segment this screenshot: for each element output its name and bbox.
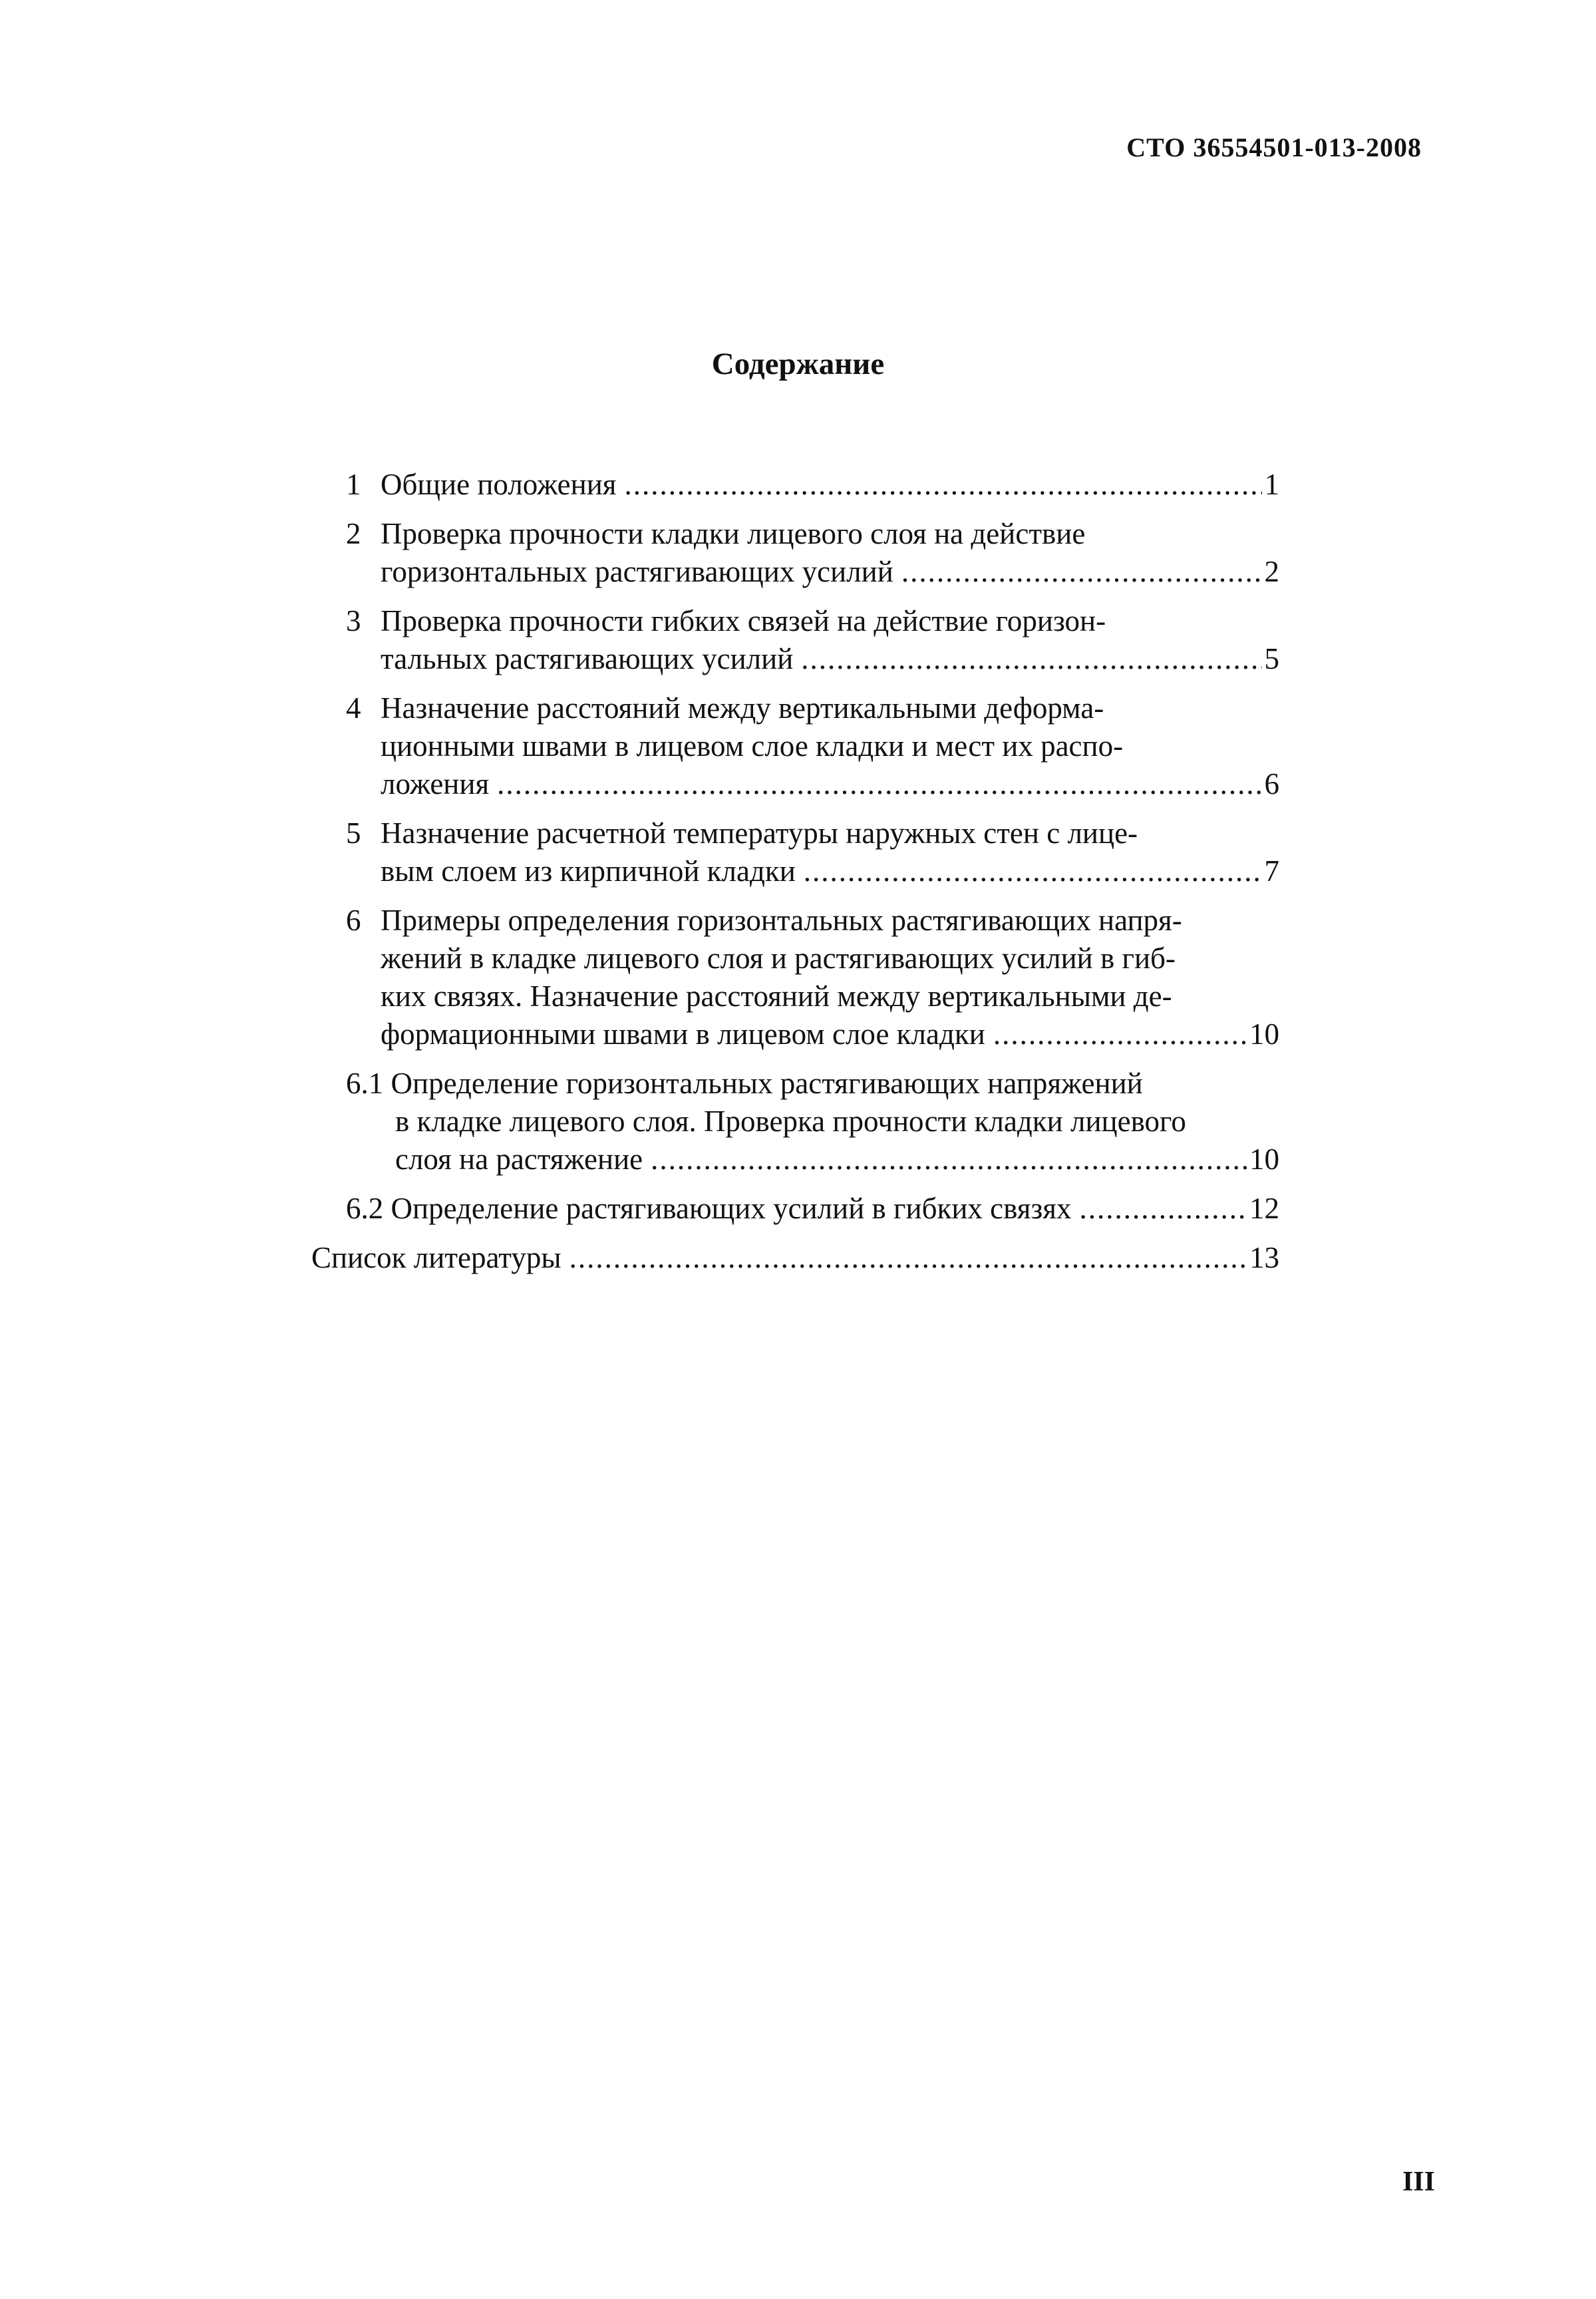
toc-entry-text: Примеры определения горизонтальных растягивающих напря- — [381, 904, 1182, 937]
toc-entry[interactable] — [311, 814, 1279, 890]
toc-entry-page: 13 — [1249, 1241, 1279, 1274]
dot-leader — [801, 640, 1261, 678]
toc-entry-text: горизонтальных растягивающих усилий — [381, 555, 893, 588]
toc-entry-page: 10 — [1249, 1143, 1279, 1176]
toc-entry[interactable] — [311, 689, 1279, 803]
toc-entry-number: 4 — [346, 691, 361, 725]
dot-leader — [804, 852, 1262, 890]
dot-leader — [993, 1015, 1247, 1053]
toc-entry-text: Определение растягивающих усилий в гибких связях — [391, 1192, 1072, 1225]
toc-entry-text: Определение горизонтальных растягивающих напряжений — [391, 1067, 1143, 1100]
dot-leader — [625, 466, 1262, 504]
toc-entry-text: Проверка прочности кладки лицевого слоя на действие — [381, 517, 1086, 550]
toc-entry-page: 5 — [1264, 642, 1279, 675]
toc-entry-number: 5 — [346, 816, 361, 850]
toc-entry-text: ционными швами в лицевом слое кладки и мест их распо- — [381, 729, 1124, 763]
toc-entry-text: формационными швами в лицевом слое кладки — [381, 1017, 985, 1051]
toc-entry-number: 3 — [346, 604, 361, 637]
toc-entry-references[interactable] — [311, 1239, 1279, 1277]
toc-entry-page: 12 — [1249, 1192, 1279, 1225]
toc-entry-number: 6 — [346, 904, 361, 937]
toc-entry-text: Назначение расчетной температуры наружных стен с лице- — [381, 816, 1138, 850]
toc-entry-page: 6 — [1264, 767, 1279, 800]
toc-entry[interactable] — [311, 515, 1279, 591]
dot-leader — [1079, 1190, 1247, 1228]
toc-entry-text: тальных растягивающих усилий — [381, 642, 794, 675]
toc-entry-text: Общие положения — [381, 468, 617, 501]
toc-entry[interactable] — [311, 902, 1279, 1053]
toc-entry-page: 1 — [1264, 468, 1279, 501]
toc-entry-text: ких связях. Назначение расстояний между вертикальными де- — [381, 979, 1172, 1013]
toc-entry-text: Проверка прочности гибких связей на действие горизон- — [381, 604, 1106, 637]
toc-entry-number: 6.1 — [346, 1067, 384, 1100]
toc-entry-number: 2 — [346, 517, 361, 550]
toc-entry-page: 2 — [1264, 555, 1279, 588]
toc-entry-page: 7 — [1264, 854, 1279, 888]
toc-entry-text: вым слоем из кирпичной кладки — [381, 854, 796, 888]
toc-entry-number: 1 — [346, 468, 361, 501]
toc-entry-number: 6.2 — [346, 1192, 384, 1225]
toc-title: Содержание — [711, 347, 885, 381]
dot-leader — [569, 1239, 1247, 1277]
page-number: III — [1402, 2167, 1435, 2197]
toc-entry-text: слоя на растяжение — [395, 1143, 643, 1176]
dot-leader — [901, 553, 1262, 591]
dot-leader — [497, 765, 1261, 803]
toc-entry-text: ложения — [381, 767, 490, 800]
table-of-contents — [311, 466, 1279, 1288]
toc-entry-text: Назначение расстояний между вертикальными деформа- — [381, 691, 1104, 725]
toc-subentry[interactable] — [311, 1065, 1279, 1178]
document-code: СТО 36554501-013-2008 — [1126, 132, 1422, 162]
dot-leader — [651, 1141, 1247, 1178]
toc-entry[interactable] — [311, 466, 1279, 504]
toc-entry-text: в кладке лицевого слоя. Проверка прочности кладки лицевого — [395, 1105, 1186, 1138]
toc-subentry[interactable] — [311, 1190, 1279, 1228]
toc-entry-text: Список литературы — [311, 1241, 561, 1274]
toc-entry-page: 10 — [1249, 1017, 1279, 1051]
toc-entry-text: жений в кладке лицевого слоя и растягивающих усилий в гиб- — [381, 942, 1176, 975]
toc-entry[interactable] — [311, 602, 1279, 678]
